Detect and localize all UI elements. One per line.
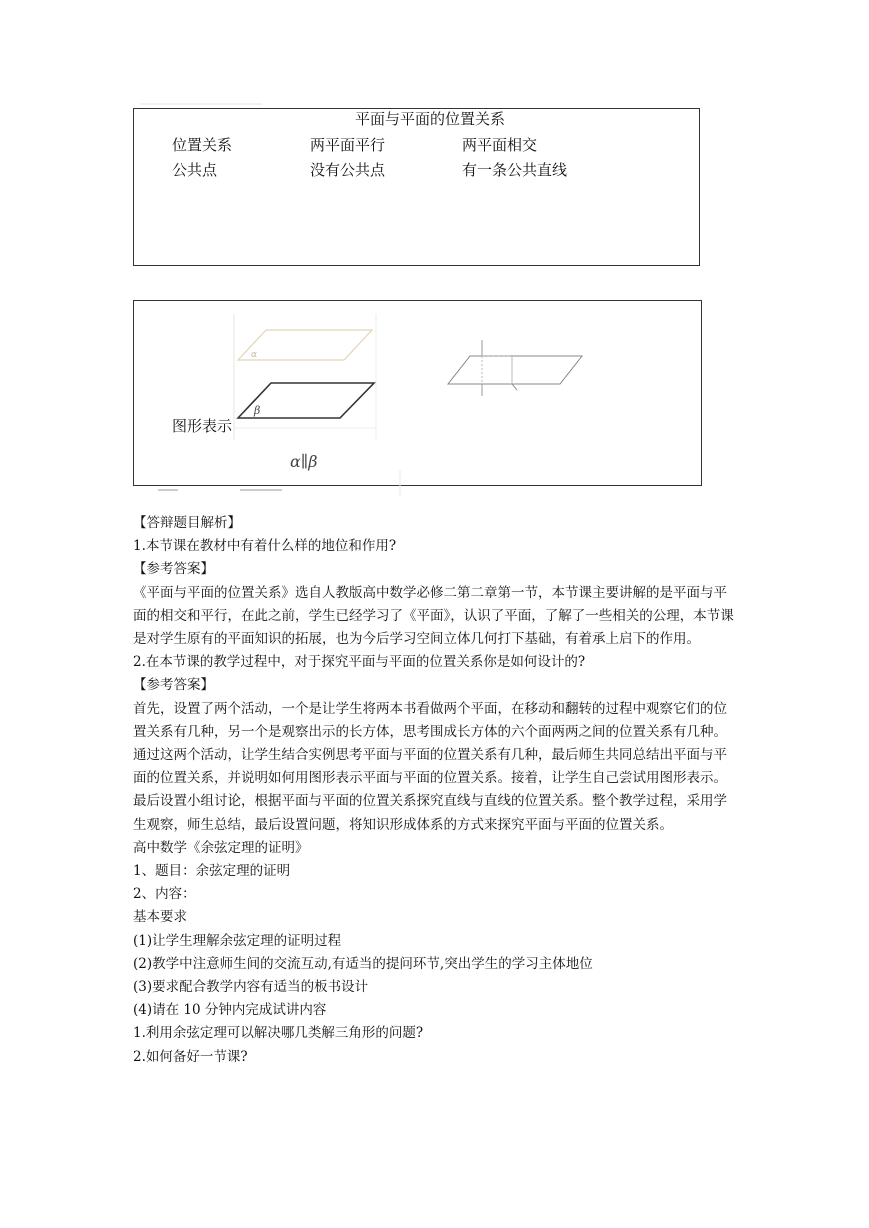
answer-2: 首先，设置了两个活动，一个是让学生将两本书看做两个平面，在移动和翻转的过程中观察它们的位置关系有几种，另一个是观察出示的长方体，思考围成长方体的六个面两两之间的位置关系有几种。通过这两个活动，让学生结合实例思考平面与平面的位置关系有几种，最后师生共同总结出平面与平面的位置关系，并说明如何用图形表示平面与平面的位置关系。接着，让学生自己尝试用图形表示。最后设置小组讨论，根据平面与平面的位置关系探究直线与直线的位置关系。整个教学过程，采用学生观察，师生总结，最后设置问题，将知识形成体系的方式来探究平面与平面的位置关系。 bbox=[133, 700, 727, 833]
analysis-heading: 【答辩题目解析】 bbox=[133, 515, 241, 531]
item-content: 2、内容： bbox=[133, 886, 196, 903]
question-2: 2.在本节课的教学过程中，对于探究平面与平面的位置关系你是如何设计的? bbox=[133, 654, 586, 671]
row1-col2: 两平面平行 bbox=[310, 136, 386, 154]
row2-col3: 有一条公共直线 bbox=[462, 161, 568, 179]
requirement-2: (2)教学中注意师生间的交流互动,有适当的提问环节,突出学生的学习主体地位 bbox=[133, 955, 593, 972]
row2-col2: 没有公共点 bbox=[310, 161, 386, 179]
answer-1: 《平面与平面的位置关系》选自人教版高中数学必修二第二章第一节，本节课主要讲解的是平面与平面的相交和平行，在此之前，学生已经学习了《平面》，认识了平面，了解了一些相关的公理，本节课是对学生原有的平面知识的拓展，也为今后学习空间立体几何打下基础，有着承上启下的作用。 bbox=[133, 584, 734, 648]
answer-heading-2: 【参考答案】 bbox=[133, 677, 214, 694]
alpha-label: α bbox=[251, 350, 258, 360]
figure-label: 图形表示 bbox=[172, 417, 233, 435]
beta-label: β bbox=[254, 404, 261, 417]
question-4: 2.如何备好一节课? bbox=[133, 1048, 248, 1065]
answer-heading-1: 【参考答案】 bbox=[133, 561, 214, 578]
row1-col1: 位置关系 bbox=[172, 136, 233, 154]
requirement-4: (4)请在 10 分钟内完成试讲内容 bbox=[133, 1002, 327, 1019]
plane-alpha bbox=[238, 330, 372, 360]
question-3: 1.利用余弦定理可以解决哪几类解三角形的问题? bbox=[133, 1025, 424, 1042]
basic-requirements: 基本要求 bbox=[133, 909, 187, 926]
requirement-3: (3)要求配合教学内容有适当的板书设计 bbox=[133, 979, 369, 996]
body-text bbox=[133, 512, 738, 1069]
parallel-symbol: α∥β bbox=[290, 452, 318, 471]
row2-col1: 公共点 bbox=[172, 161, 218, 179]
plane-horizontal bbox=[448, 356, 582, 384]
requirement-1: (1)让学生理解余弦定理的证明过程 bbox=[133, 932, 342, 949]
item-topic: 1、题目：余弦定理的证明 bbox=[133, 863, 291, 880]
topic-title: 高中数学《余弦定理的证明》 bbox=[133, 839, 309, 856]
question-1: 1.本节课在教材中有着什么样的地位和作用? bbox=[133, 538, 397, 555]
row1-col3: 两平面相交 bbox=[462, 136, 538, 154]
table-title: 平面与平面的位置关系 bbox=[355, 110, 506, 128]
